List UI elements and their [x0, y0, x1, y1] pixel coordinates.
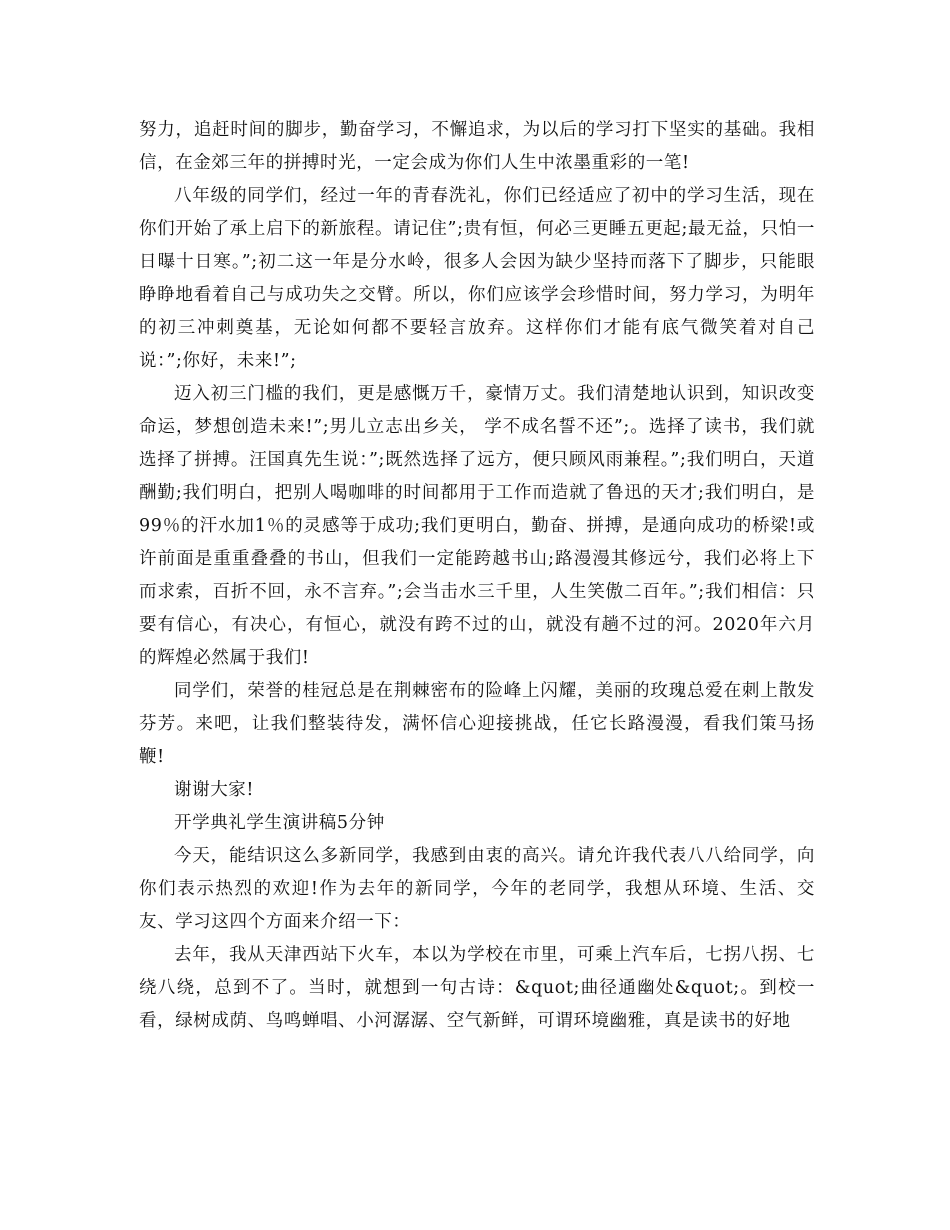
closing-thanks: 谢谢大家!	[174, 780, 255, 800]
paragraph-5: 今天，能结识这么多新同学，我感到由衷的高兴。请允许我代表八八给同学，向你们表示热烈的欢迎!作为去年的新同学，今年的老同学，我想从环境、生活、交友、学习这四个方面来介绍一下：	[139, 846, 815, 932]
document-body	[139, 114, 815, 1038]
paragraph-3: 迈入初三门槛的我们，更是感慨万千，豪情万丈。我们清楚地认识到，知识改变命运，梦想创造未来!”;男儿立志出乡关， 学不成名誓不还”;。选择了读书，我们就选择了拼搏。汪国真先生说：”;既然选择了远方，便只顾风雨兼程。”;我们明白，天道酬勤;我们明白，把别人喝咖啡的时间都用于工作而造就了鲁迅的天才;我们明白，是99％的汗水加1％的灵感等于成功;我们更明白，勤奋、拼搏，是通向成功的桥梁!或许前面是重重叠叠的书山，但我们一定能跨越书山;路漫漫其修远兮，我们必将上下而求索，百折不回，永不言弃。”;会当击水三千里，人生笑傲二百年。”;我们相信：只要有信心，有决心，有恒心，就没有跨不过的山，就没有趟不过的河。2020年六月的辉煌必然属于我们!	[139, 384, 815, 668]
paragraph-2: 八年级的同学们，经过一年的青春洗礼，你们已经适应了初中的学习生活，现在你们开始了承上启下的新旅程。请记住”;贵有恒，何必三更睡五更起;最无益，只怕一日曝十日寒。”;初二这一年是分水岭，很多人会因为缺少坚持而落下了脚步，只能眼睁睁地看着自己与成功失之交臂。所以，你们应该学会珍惜时间，努力学习，为明年的初三冲刺奠基，无论如何都不要轻言放弃。这样你们才能有底气微笑着对自己说：”;你好，未来!”;	[139, 186, 815, 371]
paragraph-1: 努力，追赶时间的脚步，勤奋学习，不懈追求，为以后的学习打下坚实的基础。我相信，在金郊三年的拼搏时光，一定会成为你们人生中浓墨重彩的一笔!	[139, 120, 815, 173]
section-heading: 开学典礼学生演讲稿5分钟	[174, 813, 385, 833]
paragraph-6: 去年，我从天津西站下火车，本以为学校在市里，可乘上汽车后，七拐八拐、七绕八绕，总到不了。当时，就想到一句古诗：&quot;曲径通幽处&quot;。到校一看，绿树成荫、鸟鸣蝉唱、小河潺潺、空气新鲜，可谓环境幽雅，真是读书的好地	[139, 945, 815, 1031]
paragraph-4: 同学们，荣誉的桂冠总是在荆棘密布的险峰上闪耀，美丽的玫瑰总爱在刺上散发芬芳。来吧，让我们整装待发，满怀信心迎接挑战，任它长路漫漫，看我们策马扬鞭!	[139, 681, 815, 767]
